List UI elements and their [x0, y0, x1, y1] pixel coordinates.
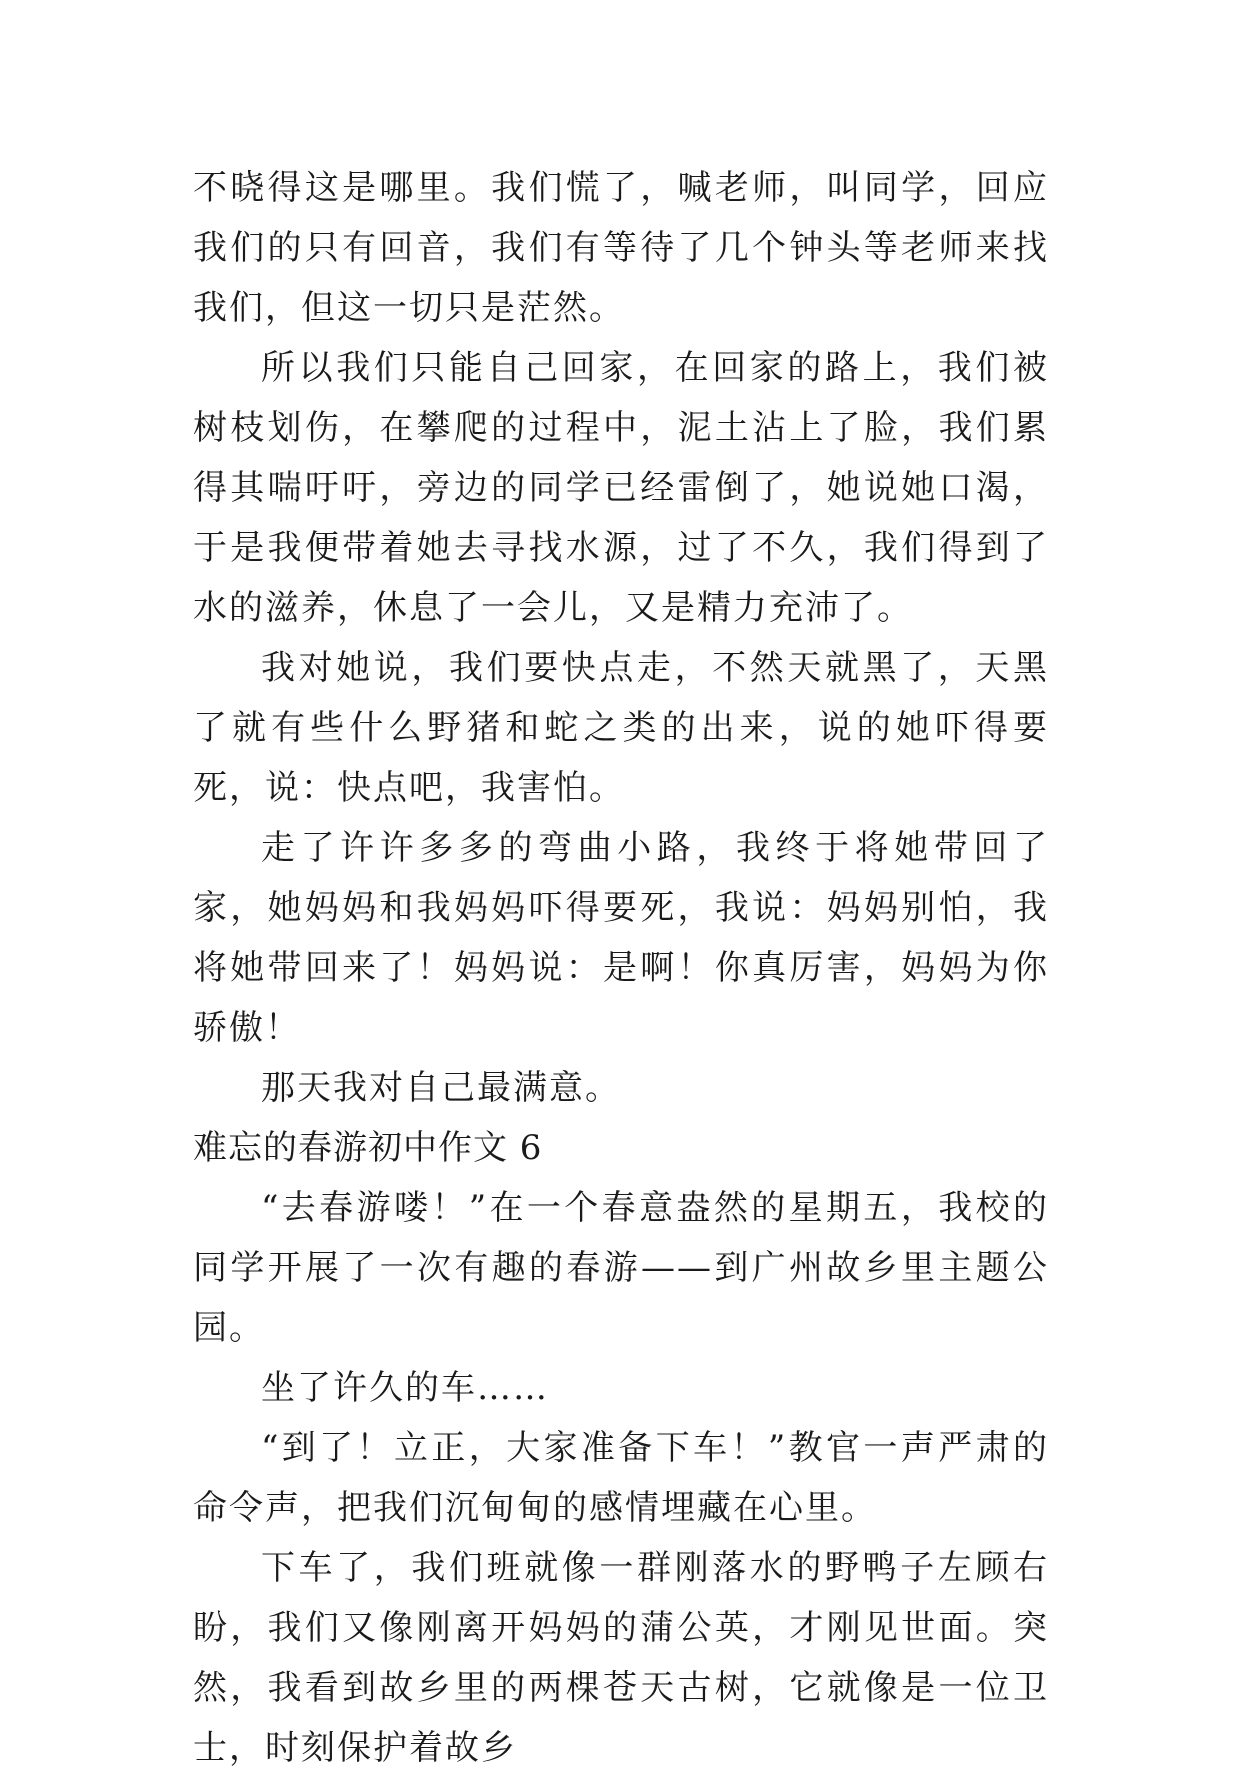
paragraph-7: 坐了许久的车……	[261, 1368, 549, 1408]
paragraph-6: “去春游喽！”在一个春意盎然的星期五，我校的同学开展了一次有趣的春游——到广州故乡里主题公园。	[193, 1188, 1049, 1348]
paragraph-8: “到了！立正，大家准备下车！”教官一声严肃的命令声，把我们沉甸甸的感情埋藏在心里。	[193, 1428, 1049, 1528]
essay-body	[193, 158, 1049, 1778]
paragraph-1: 不晓得这是哪里。我们慌了，喊老师，叫同学，回应我们的只有回音，我们有等待了几个钟头等老师来找我们，但这一切只是茫然。	[193, 168, 1049, 328]
paragraph-4: 走了许许多多的弯曲小路，我终于将她带回了家，她妈妈和我妈妈吓得要死，我说：妈妈别怕，我将她带回来了！妈妈说：是啊！你真厉害，妈妈为你骄傲！	[193, 828, 1049, 1048]
paragraph-5: 那天我对自己最满意。	[261, 1068, 621, 1108]
paragraph-9: 下车了，我们班就像一群刚落水的野鸭子左顾右盼，我们又像刚离开妈妈的蒲公英，才刚见世面。突然，我看到故乡里的两棵苍天古树，它就像是一位卫士，时刻保护着故乡	[193, 1548, 1049, 1768]
paragraph-2: 所以我们只能自己回家，在回家的路上，我们被树枝划伤，在攀爬的过程中，泥土沾上了脸，我们累得其喘吁吁，旁边的同学已经雷倒了，她说她口渴，于是我便带着她去寻找水源，过了不久，我们得到了水的滋养，休息了一会儿，又是精力充沛了。	[193, 348, 1049, 628]
essay-heading: 难忘的春游初中作文 6	[193, 1128, 543, 1168]
paragraph-3: 我对她说，我们要快点走，不然天就黑了，天黑了就有些什么野猪和蛇之类的出来，说的她吓得要死，说：快点吧，我害怕。	[193, 648, 1049, 808]
